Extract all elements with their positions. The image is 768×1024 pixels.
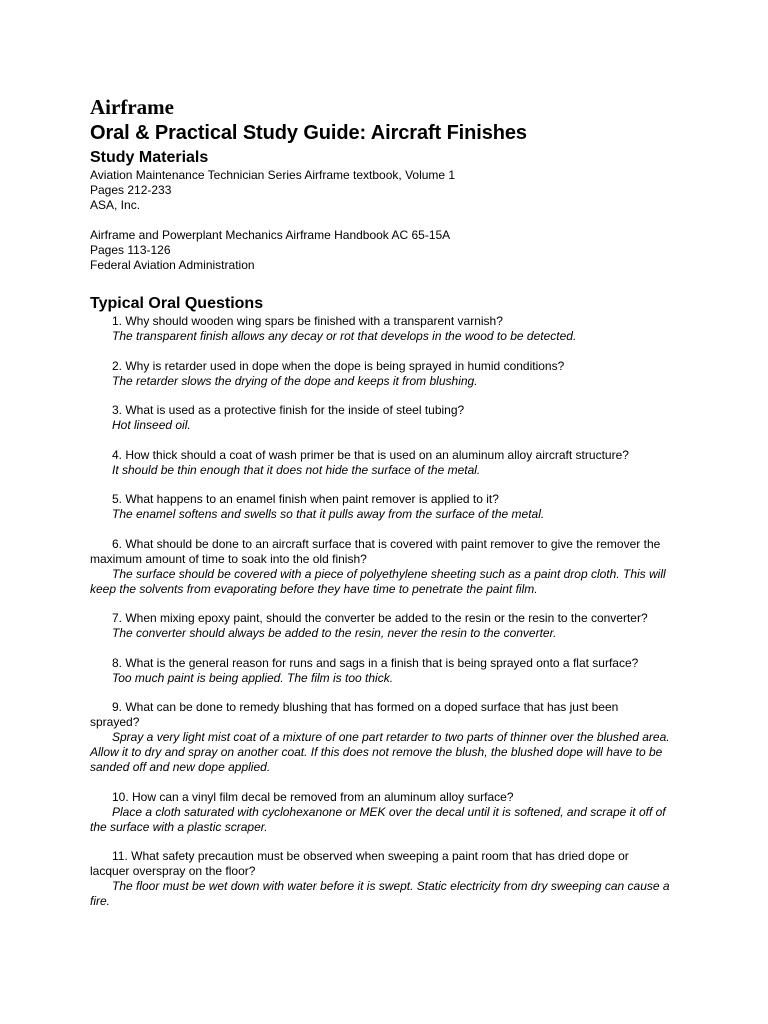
answer-text: The converter should always be added to the resin, never the resin to the converter. [112,626,557,640]
question-text: 11. What safety precaution must be observed when sweeping a paint room that has dried dope or lacquer overspray on the floor? [90,849,629,878]
question-text: 10. How can a vinyl film decal be removed from an aluminum alloy surface? [112,789,514,804]
question-text: 6. What should be done to an aircraft surface that is covered with paint remover to give the remover the maximum amount of time to soak into the old finish? [90,536,661,566]
question-item [90,849,670,909]
reference-title: Airframe and Powerplant Mechanics Airframe Handbook AC 65-15A [90,228,451,242]
question-item [90,403,670,433]
question-text: 3. What is used as a protective finish for the inside of steel tubing? [112,403,465,417]
question-item [90,492,670,522]
question-item [90,790,670,835]
reference-publisher: Federal Aviation Administration [90,258,255,272]
question-text: 9. What can be done to remedy blushing that has formed on a doped surface that has just been sprayed? [90,700,619,729]
document-page [90,94,670,924]
question-item [90,314,670,344]
question-item [90,611,670,641]
question-item [90,656,670,686]
question-text: 4. How thick should a coat of wash primer be that is used on an aluminum alloy aircraft structure? [112,447,629,462]
document-title: Oral & Practical Study Guide: Aircraft Finishes [90,122,527,144]
question-text: 5. What happens to an enamel finish when paint remover is applied to it? [112,492,499,506]
study-materials-heading: Study Materials [90,149,209,166]
reference-pages: Pages 113-126 [90,243,171,257]
question-item [90,537,670,597]
reference-pages: Pages 212-233 [90,183,172,197]
question-text: 7. When mixing epoxy paint, should the converter be added to the resin or the resin to the converter? [112,611,648,625]
question-text: 1. Why should wooden wing spars be finished with a transparent varnish? [112,314,503,328]
answer-text: The enamel softens and swells so that it pulls away from the surface of the metal. [112,507,545,521]
answer-text: The transparent finish allows any decay or rot that develops in the wood to be detected. [112,329,577,343]
answer-text: The retarder slows the drying of the dope and keeps it from blushing. [112,373,478,388]
reference-publisher: ASA, Inc. [90,198,141,212]
answer-text: Place a cloth saturated with cyclohexanone or MEK over the decal until it is softened, and scrape it off of the surface with a plastic scraper. [90,804,666,834]
question-item [90,448,670,478]
answer-text: The floor must be wet down with water before it is swept. Static electricity from dry sweeping can cause a fire. [90,879,670,908]
answer-text: Too much paint is being applied. The film is too thick. [112,670,394,685]
question-list [90,314,670,909]
answer-text: It should be thin enough that it does not hide the surface of the metal. [112,462,481,477]
answer-text: Spray a very light mist coat of a mixture of one part retarder to two parts of thinner over the blushed area. Allow it to dry and spray on another coat. If this does not remove the blush, the blushed dope will have to be sanded off and new dope applied. [90,730,670,774]
answer-text: The surface should be covered with a piece of polyethylene sheeting such as a paint drop cloth. This will keep the solvents from evaporating before they have time to penetrate the paint film. [90,566,666,596]
question-item [90,700,670,775]
reference-entry [90,228,670,273]
question-item [90,359,670,389]
reference-entry [90,168,670,213]
reference-title: Aviation Maintenance Technician Series Airframe textbook, Volume 1 [90,168,456,182]
answer-text: Hot linseed oil. [112,418,191,432]
document-subject: Airframe [90,95,174,119]
question-text: 8. What is the general reason for runs and sags in a finish that is being sprayed onto a flat surface? [112,655,639,670]
question-text: 2. Why is retarder used in dope when the dope is being sprayed in humid conditions? [112,358,565,373]
oral-questions-heading: Typical Oral Questions [90,295,264,312]
